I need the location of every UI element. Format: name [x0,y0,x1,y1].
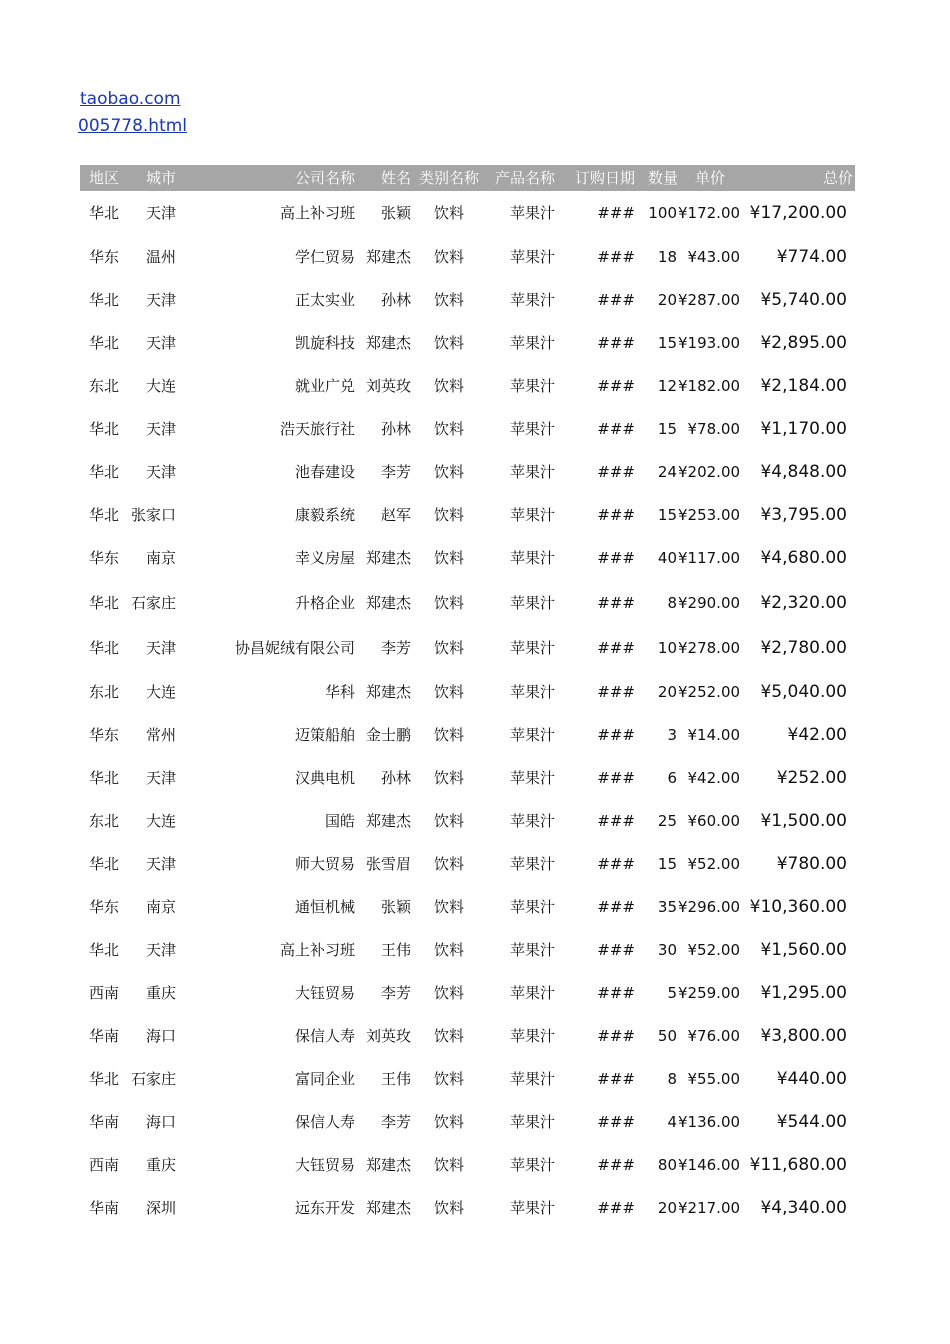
cell-total: ¥3,800.00 [760,1025,847,1046]
cell-name: 郑建杰 [365,811,411,830]
cell-name: 李芳 [380,1112,411,1131]
cell-name: 郑建杰 [365,1198,411,1217]
cell-price: ¥136.00 [678,1112,741,1131]
cell-qty: 15 [657,854,677,873]
cell-product: 苹果汁 [509,639,555,657]
cell-city: 海口 [145,1112,176,1131]
cell-name: 李芳 [380,462,411,481]
header-date: 订购日期 [574,169,635,187]
cell-category: 饮料 [433,593,464,612]
table-row [80,799,855,842]
cell-date: ### [597,725,635,744]
cell-category: 饮料 [433,505,464,524]
cell-price: ¥42.00 [687,768,740,787]
cell-city: 大连 [145,811,176,830]
cell-company: 升格企业 [294,593,355,612]
cell-company: 远东开发 [294,1198,355,1217]
cell-city: 重庆 [145,1155,176,1174]
cell-region: 西南 [88,1155,119,1174]
cell-region: 东北 [88,682,119,701]
table-row [80,1186,855,1229]
cell-category: 饮料 [433,983,464,1002]
cell-category: 饮料 [433,376,464,395]
cell-qty: 3 [667,725,677,744]
cell-price: ¥55.00 [687,1069,740,1088]
table-row [80,928,855,971]
cell-date: ### [597,854,635,873]
cell-qty: 18 [657,247,677,266]
cell-name: 刘英玫 [365,1026,411,1045]
cell-product: 苹果汁 [509,897,555,916]
cell-qty: 25 [657,811,677,830]
header-price: 单价 [694,169,725,187]
orders-table [80,165,855,1229]
cell-date: ### [597,1026,635,1045]
cell-name: 刘英玫 [365,376,411,395]
cell-total: ¥5,740.00 [760,289,847,310]
cell-company: 大钰贸易 [294,983,355,1002]
header-total: 总价 [822,169,853,187]
cell-price: ¥182.00 [678,376,741,395]
cell-city: 常州 [145,725,176,744]
cell-product: 苹果汁 [509,725,555,744]
cell-company: 就业广兑 [294,376,355,395]
cell-name: 郑建杰 [365,247,411,266]
cell-name: 郑建杰 [365,1155,411,1174]
cell-city: 天津 [145,290,176,309]
cell-category: 饮料 [433,247,464,266]
table-row [80,407,855,450]
cell-city: 重庆 [145,983,176,1002]
cell-region: 东北 [88,811,119,830]
cell-price: ¥117.00 [678,548,741,567]
cell-qty: 12 [657,376,677,395]
cell-name: 郑建杰 [365,333,411,352]
cell-category: 饮料 [433,1198,464,1217]
table-row [80,321,855,364]
cell-price: ¥202.00 [678,462,741,481]
cell-product: 苹果汁 [509,940,555,959]
table-row [80,191,855,235]
cell-name: 张雪眉 [365,854,411,873]
cell-qty: 20 [657,682,677,701]
cell-price: ¥172.00 [678,204,741,222]
cell-date: ### [597,1198,635,1217]
cell-total: ¥544.00 [776,1111,847,1132]
cell-city: 南京 [145,897,176,916]
cell-region: 华北 [88,462,119,481]
cell-region: 华北 [88,1069,119,1088]
cell-qty: 50 [657,1026,677,1045]
cell-category: 饮料 [433,854,464,873]
cell-region: 华东 [88,725,119,744]
cell-date: ### [597,593,635,612]
cell-product: 苹果汁 [509,811,555,830]
cell-product: 苹果汁 [509,593,555,612]
cell-name: 郑建杰 [365,548,411,567]
cell-region: 华东 [88,897,119,916]
cell-price: ¥43.00 [687,247,740,266]
cell-total: ¥774.00 [776,246,847,267]
table-row [80,450,855,493]
cell-price: ¥290.00 [678,593,741,612]
cell-date: ### [597,376,635,395]
cell-date: ### [597,940,635,959]
cell-product: 苹果汁 [509,462,555,481]
cell-date: ### [597,811,635,830]
cell-date: ### [597,505,635,524]
table-header-row [80,165,855,191]
cell-company: 学仁贸易 [294,247,355,266]
cell-category: 饮料 [433,1112,464,1131]
cell-total: ¥4,680.00 [760,547,847,568]
cell-price: ¥78.00 [687,419,740,438]
cell-date: ### [597,768,635,787]
cell-company: 华科 [324,682,355,701]
cell-name: 金士鹏 [365,725,411,744]
table-row [80,713,855,756]
cell-city: 南京 [145,548,176,567]
cell-date: ### [597,1155,635,1174]
cell-product: 苹果汁 [509,768,555,787]
cell-name: 张颖 [380,897,411,916]
cell-company: 保信人寿 [294,1112,355,1131]
table-row [80,626,855,670]
cell-price: ¥296.00 [678,897,741,916]
cell-category: 饮料 [433,1155,464,1174]
cell-region: 华北 [88,333,119,352]
cell-region: 华东 [88,247,119,266]
cell-company: 浩天旅行社 [279,419,355,438]
cell-qty: 20 [657,1198,677,1217]
cell-qty: 10 [657,639,677,657]
cell-total: ¥440.00 [776,1068,847,1089]
cell-region: 华南 [88,1198,119,1217]
cell-product: 苹果汁 [509,290,555,309]
cell-company: 通恒机械 [294,897,355,916]
cell-category: 饮料 [433,897,464,916]
cell-qty: 6 [667,768,677,787]
cell-total: ¥10,360.00 [749,896,847,917]
cell-city: 天津 [145,940,176,959]
cell-total: ¥2,780.00 [760,638,847,658]
cell-date: ### [597,1069,635,1088]
table-row [80,235,855,278]
cell-price: ¥76.00 [687,1026,740,1045]
cell-city: 大连 [145,682,176,701]
cell-qty: 35 [657,897,677,916]
cell-qty: 20 [657,290,677,309]
cell-qty: 8 [667,1069,677,1088]
cell-product: 苹果汁 [509,1026,555,1045]
cell-name: 张颖 [380,204,411,222]
table-row [80,536,855,579]
cell-category: 饮料 [433,204,464,222]
table-row [80,493,855,536]
cell-total: ¥2,895.00 [760,332,847,353]
cell-name: 郑建杰 [365,682,411,701]
cell-category: 饮料 [433,768,464,787]
cell-date: ### [597,548,635,567]
cell-date: ### [597,419,635,438]
cell-qty: 4 [667,1112,677,1131]
cell-total: ¥5,040.00 [760,681,847,702]
cell-date: ### [597,290,635,309]
cell-region: 华北 [88,639,119,657]
cell-total: ¥252.00 [776,767,847,788]
cell-city: 深圳 [145,1198,176,1217]
cell-product: 苹果汁 [509,419,555,438]
cell-company: 师大贸易 [294,854,355,873]
cell-total: ¥11,680.00 [749,1154,847,1175]
cell-price: ¥60.00 [687,811,740,830]
cell-region: 华南 [88,1112,119,1131]
cell-company: 康毅系统 [294,505,355,524]
cell-city: 温州 [145,247,176,266]
cell-product: 苹果汁 [509,376,555,395]
cell-name: 王伟 [380,1069,411,1088]
cell-category: 饮料 [433,462,464,481]
cell-price: ¥14.00 [687,725,740,744]
cell-product: 苹果汁 [509,682,555,701]
table-row [80,1100,855,1143]
cell-total: ¥17,200.00 [749,203,847,223]
table-body [80,191,855,1229]
cell-price: ¥52.00 [687,940,740,959]
cell-product: 苹果汁 [509,983,555,1002]
cell-qty: 100 [648,204,677,222]
cell-price: ¥193.00 [678,333,741,352]
cell-region: 华北 [88,854,119,873]
table-row [80,278,855,321]
cell-city: 天津 [145,419,176,438]
cell-total: ¥1,500.00 [760,810,847,831]
cell-name: 郑建杰 [365,593,411,612]
cell-city: 石家庄 [130,593,176,612]
cell-price: ¥278.00 [678,639,741,657]
cell-price: ¥287.00 [678,290,741,309]
cell-city: 海口 [145,1026,176,1045]
cell-company: 富同企业 [294,1069,355,1088]
cell-region: 华北 [88,940,119,959]
cell-region: 华北 [88,290,119,309]
table-row [80,364,855,407]
table-row [80,579,855,626]
cell-price: ¥217.00 [678,1198,741,1217]
cell-city: 天津 [145,854,176,873]
table-row [80,1143,855,1186]
cell-region: 华北 [88,768,119,787]
cell-total: ¥4,340.00 [760,1197,847,1218]
header-product: 产品名称 [494,169,555,187]
cell-total: ¥3,795.00 [760,504,847,525]
cell-category: 饮料 [433,682,464,701]
cell-region: 华北 [88,419,119,438]
cell-product: 苹果汁 [509,1155,555,1174]
cell-date: ### [597,1112,635,1131]
cell-qty: 40 [657,548,677,567]
cell-company: 幸义房屋 [294,548,355,567]
table-row [80,756,855,799]
cell-qty: 5 [667,983,677,1002]
cell-category: 饮料 [433,419,464,438]
table-row [80,971,855,1014]
cell-price: ¥259.00 [678,983,741,1002]
cell-name: 孙林 [380,290,411,309]
cell-date: ### [597,204,635,222]
table-row [80,885,855,928]
cell-city: 天津 [145,768,176,787]
cell-category: 饮料 [433,290,464,309]
cell-category: 饮料 [433,639,464,657]
cell-total: ¥42.00 [787,724,847,745]
table-row [80,842,855,885]
cell-company: 协昌妮绒有限公司 [234,639,355,657]
cell-company: 高上补习班 [279,204,355,222]
header-company: 公司名称 [294,169,355,187]
cell-city: 天津 [145,462,176,481]
cell-total: ¥1,170.00 [760,418,847,439]
cell-company: 国皓 [324,811,355,830]
cell-region: 华东 [88,548,119,567]
cell-company: 迈策船舶 [294,725,355,744]
cell-city: 天津 [145,639,176,657]
cell-region: 西南 [88,983,119,1002]
cell-date: ### [597,897,635,916]
cell-date: ### [597,639,635,657]
cell-qty: 15 [657,333,677,352]
cell-category: 饮料 [433,1026,464,1045]
cell-name: 孙林 [380,419,411,438]
cell-name: 赵军 [380,505,411,524]
cell-qty: 24 [657,462,677,481]
cell-product: 苹果汁 [509,1069,555,1088]
header-region: 地区 [88,169,119,187]
cell-qty: 15 [657,505,677,524]
cell-total: ¥2,184.00 [760,375,847,396]
cell-qty: 80 [657,1155,677,1174]
cell-company: 大钰贸易 [294,1155,355,1174]
cell-city: 大连 [145,376,176,395]
cell-date: ### [597,247,635,266]
cell-price: ¥253.00 [678,505,741,524]
cell-company: 凯旋科技 [294,333,355,352]
cell-product: 苹果汁 [509,333,555,352]
cell-price: ¥146.00 [678,1155,741,1174]
cell-city: 石家庄 [130,1069,176,1088]
cell-company: 保信人寿 [294,1026,355,1045]
cell-total: ¥4,848.00 [760,461,847,482]
cell-price: ¥52.00 [687,854,740,873]
header-city: 城市 [145,169,176,187]
cell-qty: 30 [657,940,677,959]
url-link-page[interactable]: 005778.html [78,116,188,136]
cell-category: 饮料 [433,1069,464,1088]
cell-total: ¥1,295.00 [760,982,847,1003]
cell-city: 天津 [145,333,176,352]
cell-region: 东北 [88,376,119,395]
cell-name: 李芳 [380,639,411,657]
cell-product: 苹果汁 [509,548,555,567]
cell-price: ¥252.00 [678,682,741,701]
cell-product: 苹果汁 [509,204,555,222]
cell-date: ### [597,983,635,1002]
cell-city: 天津 [145,204,176,222]
cell-category: 饮料 [433,811,464,830]
table-row [80,1014,855,1057]
cell-qty: 15 [657,419,677,438]
table-row [80,1057,855,1100]
header-qty: 数量 [647,169,678,187]
cell-product: 苹果汁 [509,505,555,524]
cell-product: 苹果汁 [509,1198,555,1217]
cell-category: 饮料 [433,940,464,959]
cell-company: 高上补习班 [279,940,355,959]
cell-name: 王伟 [380,940,411,959]
cell-name: 李芳 [380,983,411,1002]
cell-total: ¥2,320.00 [760,592,847,613]
cell-category: 饮料 [433,548,464,567]
cell-category: 饮料 [433,725,464,744]
cell-total: ¥780.00 [776,853,847,874]
cell-category: 饮料 [433,333,464,352]
cell-region: 华北 [88,505,119,524]
table-row [80,670,855,713]
cell-company: 汉典电机 [294,768,355,787]
cell-product: 苹果汁 [509,247,555,266]
url-link-domain[interactable]: taobao.com [80,89,181,109]
cell-product: 苹果汁 [509,1112,555,1131]
cell-product: 苹果汁 [509,854,555,873]
cell-date: ### [597,462,635,481]
cell-qty: 8 [667,593,677,612]
header-category: 类别名称 [418,169,479,187]
cell-total: ¥1,560.00 [760,939,847,960]
cell-date: ### [597,333,635,352]
cell-region: 华南 [88,1026,119,1045]
cell-city: 张家口 [130,505,176,524]
cell-company: 正太实业 [294,290,355,309]
header-name: 姓名 [380,169,411,187]
cell-name: 孙林 [380,768,411,787]
cell-region: 华北 [88,204,119,222]
cell-region: 华北 [88,593,119,612]
cell-date: ### [597,682,635,701]
cell-company: 池春建设 [294,462,355,481]
